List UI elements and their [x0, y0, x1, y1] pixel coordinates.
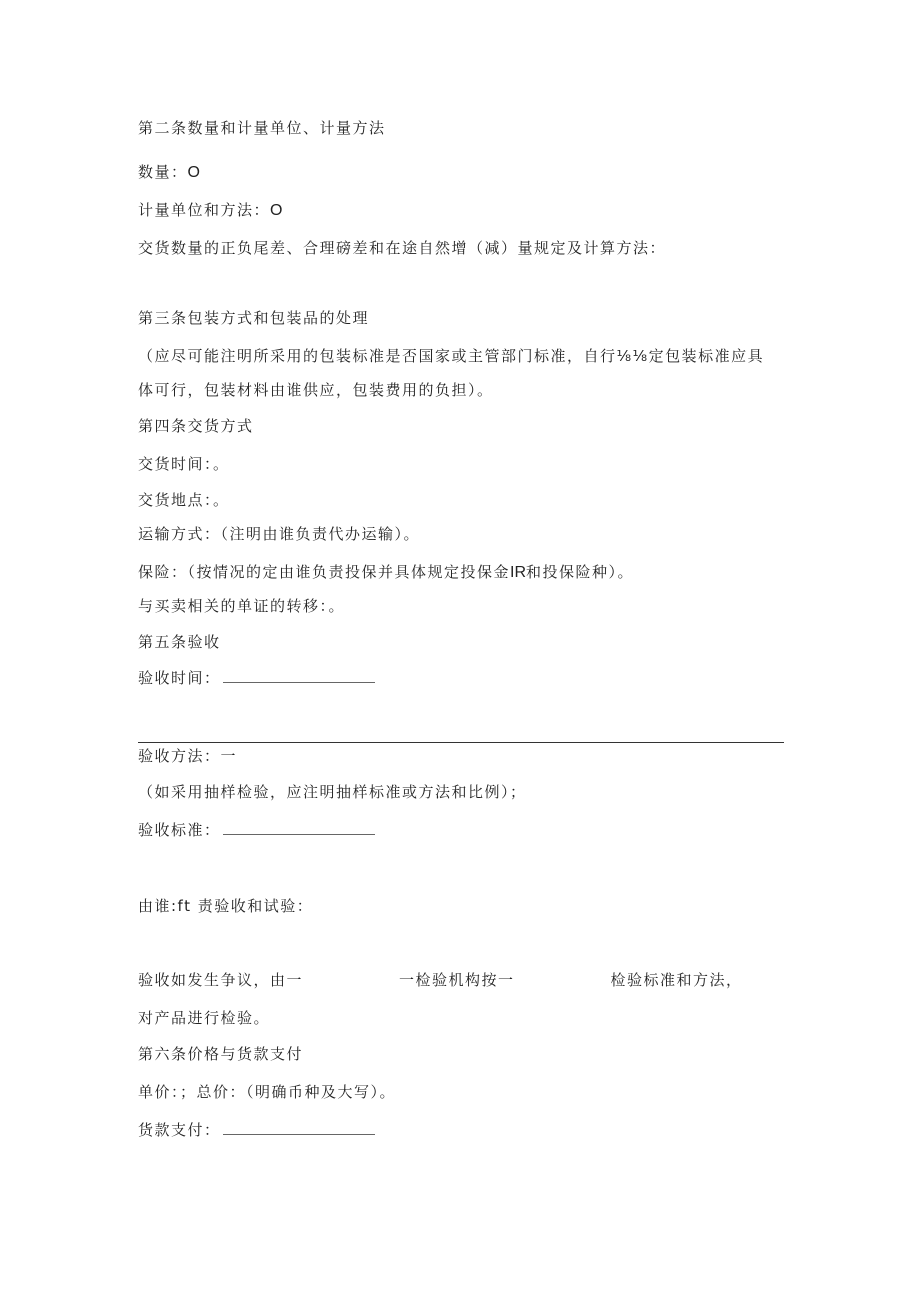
packaging-note-line2: 体可行，包装材料由谁供应，包装费用的负担）。 [138, 381, 494, 399]
section-4-title: 第四条交货方式 [138, 417, 254, 435]
price-line: 单价：；总价：（明确币种及大写）。 [138, 1083, 397, 1101]
unit-method-label: 计量单位和方法： [138, 201, 271, 219]
payment-label: 货款支付： [138, 1121, 221, 1139]
documents-transfer-line: 与买卖相关的单证的转移：。 [138, 597, 346, 615]
section-2-title: 第二条数量和计量单位、计量方法 [138, 119, 386, 137]
dispute-text-a: 验收如发生争议，由一 [138, 971, 304, 989]
dispute-text-c: 检验标准和方法， [610, 971, 743, 989]
acceptance-standard-line [138, 820, 375, 840]
quantity-label: 数量： [138, 163, 188, 181]
tolerance-line: 交货数量的正负尾差、合理磅差和在途自然增（减）量规定及计算方法： [138, 239, 667, 257]
acceptance-standard-blank[interactable] [223, 820, 375, 835]
responsible-party-line: 由谁:ft 责验收和试验： [138, 897, 314, 915]
insurance-line [138, 562, 634, 583]
acceptance-time-blank[interactable] [223, 668, 375, 683]
payment-line [138, 1120, 375, 1140]
acceptance-method-line: 验收方法：一 [138, 747, 238, 765]
quantity-value: O [187, 164, 200, 181]
insurance-text-b: IR [510, 564, 527, 581]
acceptance-time-line [138, 668, 375, 688]
packaging-note-line1: （应尽可能注明所采用的包装标准是否国家或主管部门标准，自行⅛⅛定包装标准应具 [138, 347, 765, 365]
insurance-text-c: 和投保险种）。 [526, 563, 635, 581]
dispute-line [138, 970, 743, 990]
dispute-line-2: 对产品进行检验。 [138, 1009, 271, 1027]
delivery-place-line: 交货地点：。 [138, 491, 230, 509]
horizontal-divider [138, 742, 784, 743]
acceptance-time-label: 验收时间： [138, 669, 221, 687]
payment-blank[interactable] [223, 1120, 375, 1135]
transport-line: 运输方式：（注明由谁负责代办运输）。 [138, 525, 421, 543]
section-5-title: 第五条验收 [138, 633, 221, 651]
dispute-text-b: 一检验机构按一 [399, 971, 515, 989]
unit-method-line [138, 200, 282, 221]
quantity-line [138, 162, 200, 183]
insurance-text-a: 保险：（按情况的定由谁负责投保并具体规定投保金 [138, 563, 511, 581]
acceptance-standard-label: 验收标准： [138, 821, 221, 839]
delivery-time-line: 交货时间：。 [138, 455, 230, 473]
sampling-note-line: （如采用抽样检验，应注明抽样标准或方法和比例）； [138, 783, 527, 801]
section-6-title: 第六条价格与货款支付 [138, 1045, 304, 1063]
section-3-title: 第三条包装方式和包装品的处理 [138, 309, 370, 327]
unit-method-value: O [270, 202, 283, 219]
